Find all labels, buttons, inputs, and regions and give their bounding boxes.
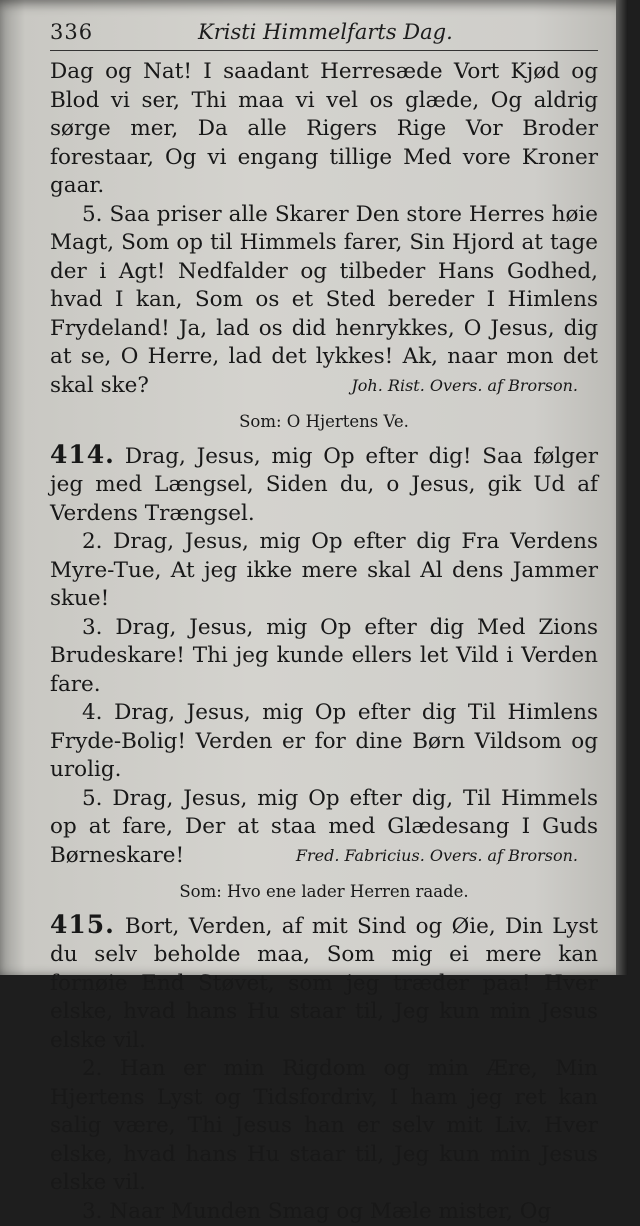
hymn-413-continued-verse: Dag og Nat! I saadant Herresæde Vort Kjød og Blod vi ser, Thi maa vi vel os glæde, Og aldrig sørge mer, Da alle Rigers Rige Vor Broder forestaar, Og vi engang tillige Med vore Kroner gaar. <box>50 58 598 201</box>
hymn-415-tune: Som: Hvo ene lader Herren raade. <box>50 878 598 907</box>
page-number: 336 <box>50 20 93 44</box>
verse-text: 5. Drag, Jesus, mig Op efter dig, Til Himmels op at fare, Der at staa med Glædesang I Guds Børneskare! <box>50 786 598 868</box>
verse-text: Bort, Verden, af mit Sind og Øie, Din Lyst du selv beholde maa, Som mig ei mere kan fornøie End Støvet, som jeg træder paa! Hver elske, hvad hans Hu staar til, Jeg kun min Jesus elske vil. <box>50 914 598 1053</box>
hymn-414-number: 414. <box>50 440 115 469</box>
hymn-415-verse-2: 2. Han er min Rigdom og min Ære, Min Hjertens Lyst og Tidsfordriv, I ham jeg ret kan salig være, Thi Jesus han er selv mit Liv. Hver elske, hvad hans Hu staar til, Jeg kun min Jesus elske vil. <box>50 1055 598 1198</box>
hymn-413-attribution: Joh. Rist. Overs. af Brorson. <box>319 372 598 401</box>
hymn-414-verse-2: 2. Drag, Jesus, mig Op efter dig Fra Verdens Myre-Tue, At jeg ikke mere skal Al dens Jammer skue! <box>50 528 598 614</box>
hymn-414-verse-4: 4. Drag, Jesus, mig Op efter dig Til Himlens Fryde-Bolig! Verden er for dine Børn Vildsom og urolig. <box>50 699 598 785</box>
verse-text: 5. Saa priser alle Skarer Den store Herres høie Magt, Som op til Himmels farer, Sin Hjord at tage der i Agt! Nedfalder og tilbeder Hans Godhed, hvad I kan, Som os et Sted bereder I Himlens Frydeland! Ja, lad os did henrykkes, O Jesus, dig at se, O Herre, lad det lykkes! Ak, naar mon det skal ske? <box>50 202 598 398</box>
running-title: Kristi Himmelfarts Dag. <box>198 20 453 44</box>
hymn-413-verse-5 <box>50 201 598 401</box>
hymn-414-verse-5 <box>50 785 598 871</box>
page-body <box>50 58 598 1226</box>
hymn-414-verse-1 <box>50 441 598 529</box>
verse-text: Drag, Jesus, mig Op efter dig! Saa følger jeg med Længsel, Siden du, o Jesus, gik Ud af Verdens Trængsel. <box>50 444 598 526</box>
hymn-414-verse-3: 3. Drag, Jesus, mig Op efter dig Med Zions Brudeskare! Thi jeg kunde ellers let Vild i Verden fare. <box>50 614 598 700</box>
page-edge <box>616 0 628 975</box>
hymn-415-verse-1 <box>50 911 598 1056</box>
hymn-415-number: 415. <box>50 910 115 939</box>
hymn-414-tune: Som: O Hjertens Ve. <box>50 408 598 437</box>
hymn-415-verse-3: 3. Naar Munden Smag og Mæle mister, Og <box>50 1198 598 1226</box>
hymn-414-attribution: Fred. Fabricius. Overs. af Brorson. <box>264 842 598 871</box>
page-header <box>50 16 598 51</box>
